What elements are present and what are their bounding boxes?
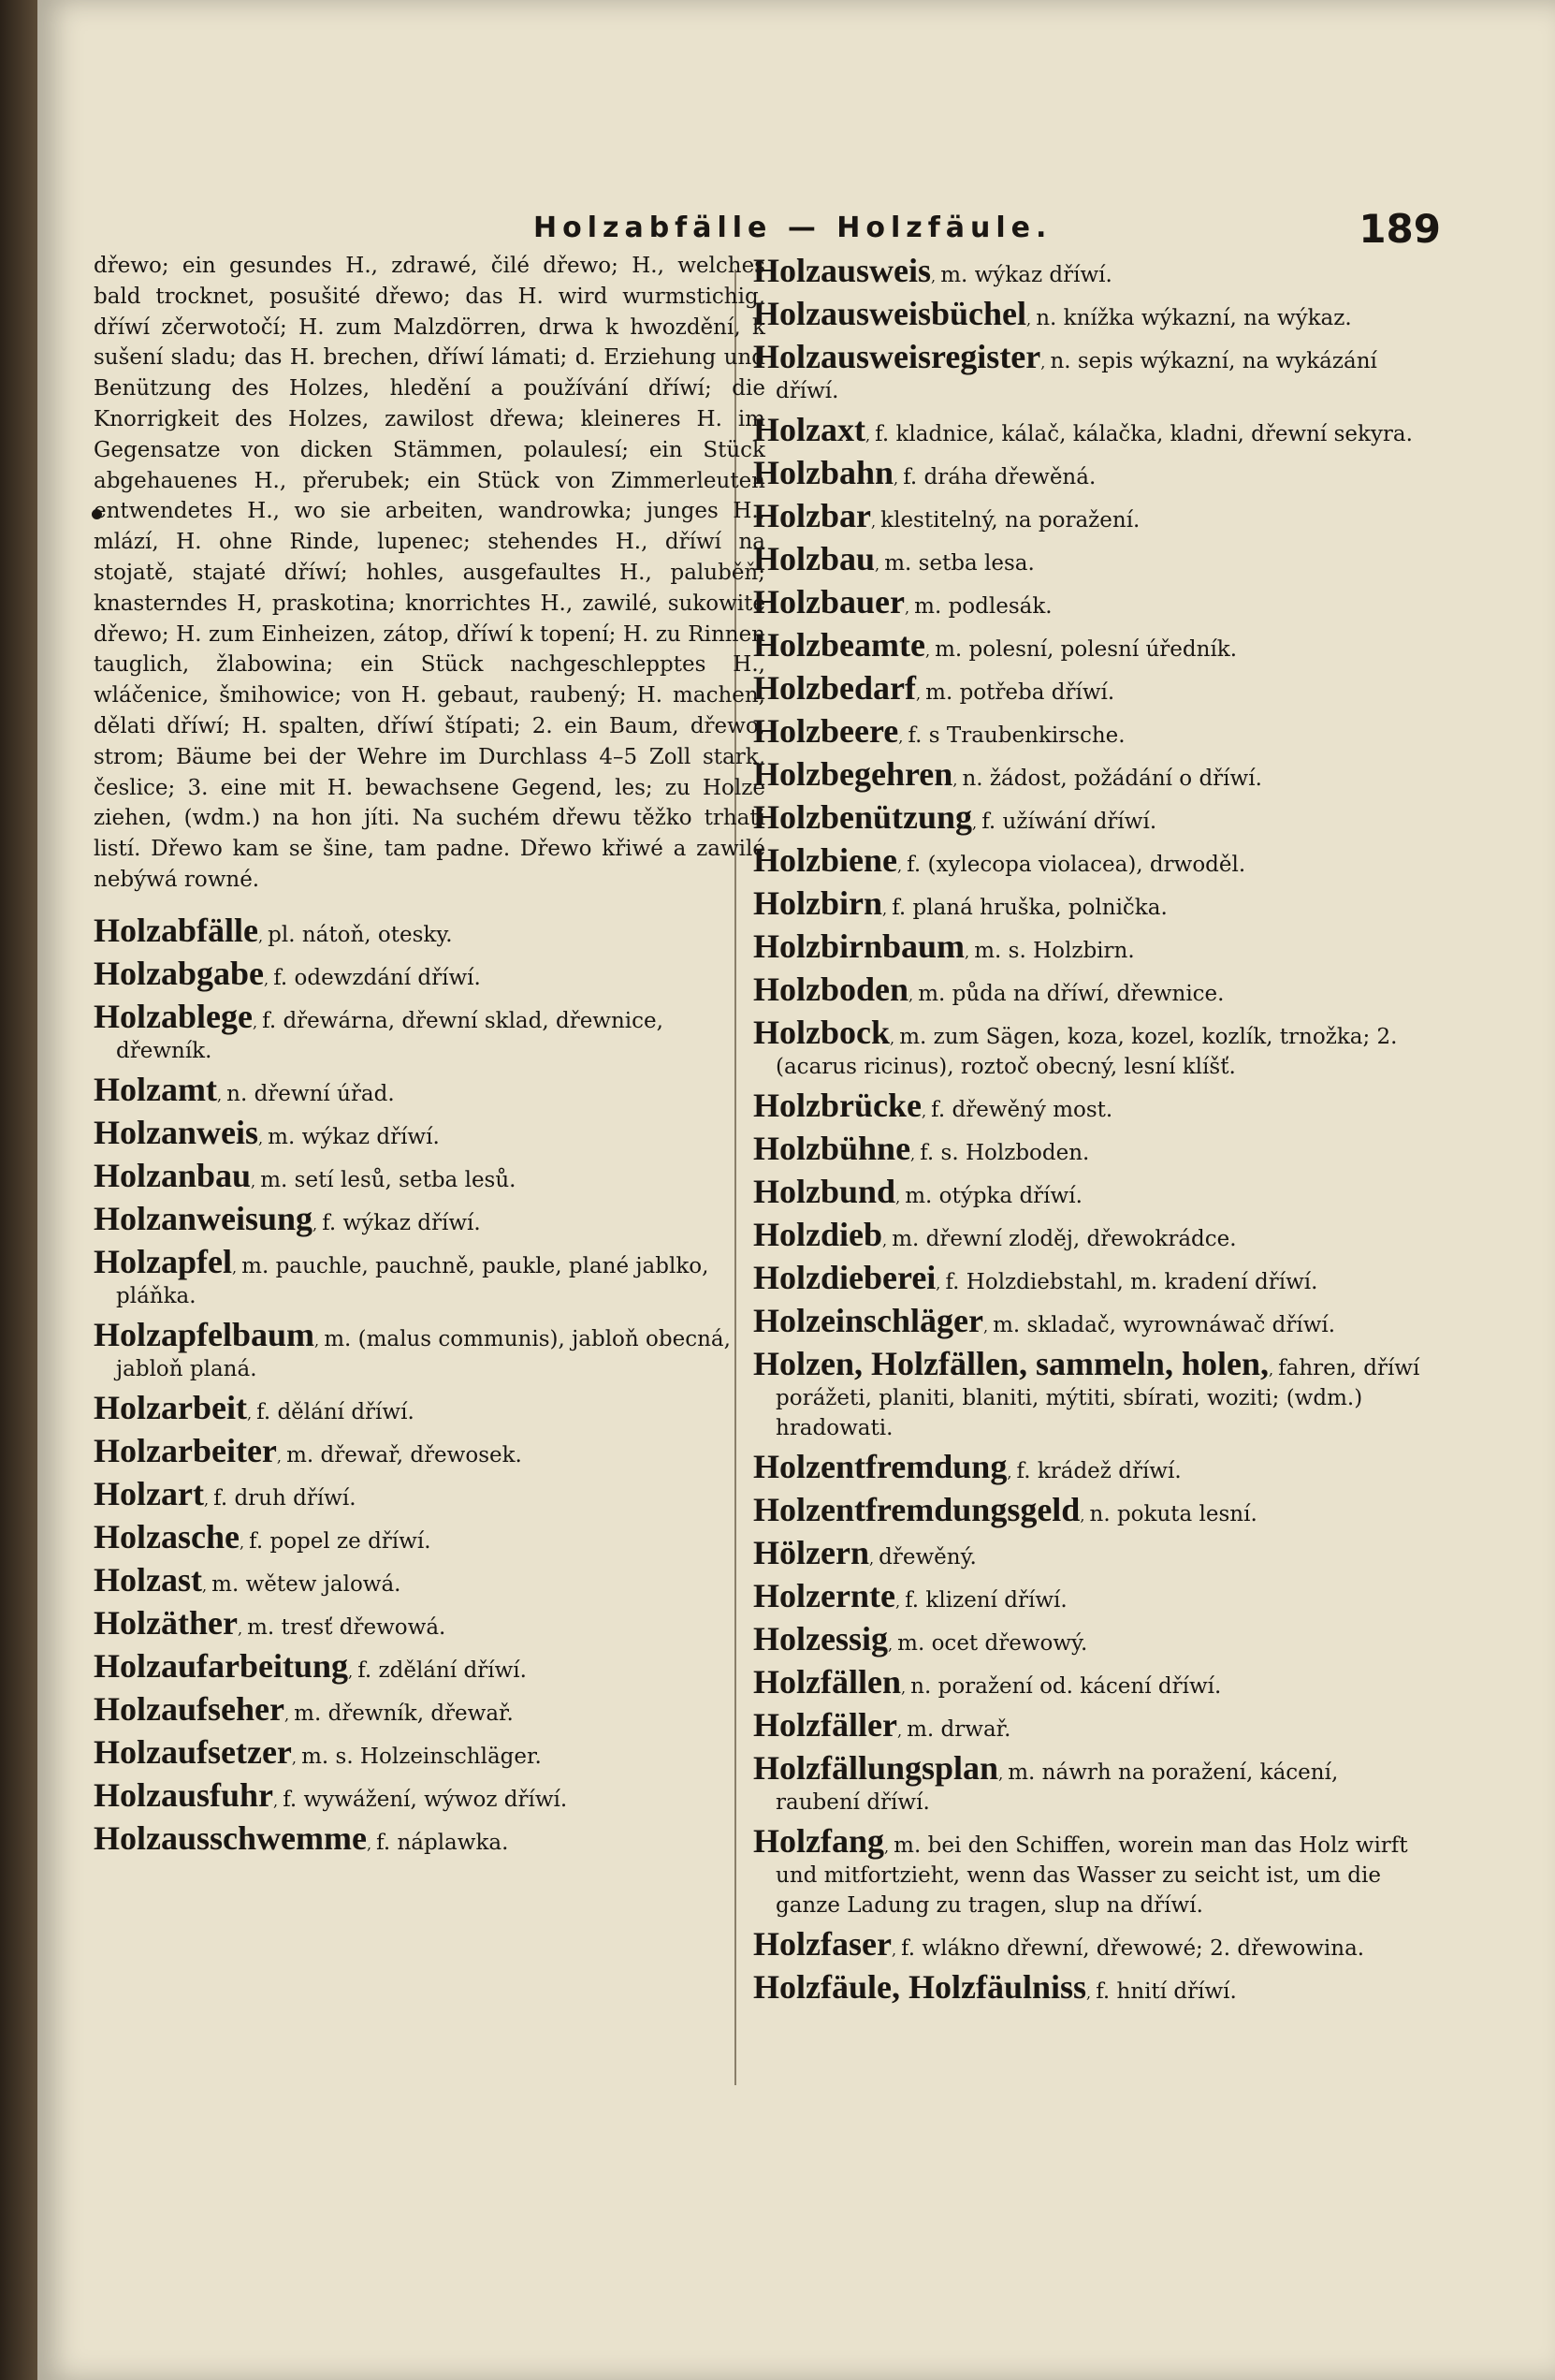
dictionary-entry: Holzausschwemme, f. náplawka. <box>94 1818 509 1857</box>
dictionary-entry: Holzaxt, f. kladnice, kálač, kálačka, kladni, dřewní sekyra. <box>753 411 1413 448</box>
dictionary-entry: Holzbegehren, n. žádost, požádání o dříwí. <box>753 755 1262 793</box>
dictionary-entry: Holzfäller, m. drwař. <box>753 1706 1011 1744</box>
entry-definition: m. ocet dřewowý. <box>897 1631 1088 1656</box>
entry-definition: n. dřewní úřad. <box>226 1081 395 1106</box>
entry-headword: Holzaufarbeitung <box>94 1646 349 1685</box>
entry-definition: m. skladač, wyrownáwač dříwí. <box>993 1313 1336 1337</box>
dictionary-entry: Holzarbeit, f. dělání dříwí. <box>94 1388 414 1426</box>
entry-headword: Holzfäule, Holzfäulniss <box>753 1968 1087 2006</box>
entry-headword: Holzbühne <box>753 1130 911 1167</box>
entry-headword: Holzausweisbüchel <box>753 295 1027 332</box>
dictionary-page <box>37 0 1555 2380</box>
right-column <box>753 251 1425 2010</box>
entry-definition: f. (xylecopa violacea), drwoděl. <box>907 853 1246 877</box>
entry-headword: Holzbahn <box>753 454 894 491</box>
dictionary-entry: Holzast, m. wětew jalowá. <box>94 1560 401 1599</box>
entry-headword: Holzanweisung <box>94 1199 313 1237</box>
entry-headword: Holzarbeit <box>94 1388 247 1426</box>
right-entry-list <box>753 251 1425 2007</box>
entry-definition: m. potřeba dříwí. <box>925 680 1115 705</box>
entry-definition: m. zum Sägen, koza, kozel, kozlík, trnožka; 2. (acarus ricinus), roztoč obecný, lesní klíšť. <box>776 1025 1398 1079</box>
dictionary-entry: Holzausweis, m. wýkaz dříwí. <box>753 252 1112 289</box>
entry-definition: m. drwař. <box>907 1717 1011 1742</box>
entry-headword: Holzbeamte <box>753 626 925 664</box>
dictionary-entry: Holzfällungsplan, m. náwrh na poražení, kácení, raubení dříwí. <box>753 1749 1339 1815</box>
dictionary-entry: Holzessig, m. ocet dřewowý. <box>753 1620 1088 1657</box>
entry-headword: Holzausweis <box>753 252 932 289</box>
entry-definition: m. otýpka dříwí. <box>905 1184 1083 1208</box>
dictionary-entry: Holzapfelbaum, m. (malus communis), jabloň obecná, jabloň planá. <box>94 1315 731 1381</box>
entry-definition: f. náplawka. <box>376 1830 509 1855</box>
entry-headword: Holzausfuhr <box>94 1775 274 1814</box>
dictionary-entry: Holzaufarbeitung, f. zdělání dříwí. <box>94 1646 527 1685</box>
dictionary-entry: Holzbirnbaum, m. s. Holzbirn. <box>753 927 1135 965</box>
entry-headword: Holzboden <box>753 971 909 1008</box>
entry-headword: Holzasche <box>94 1517 240 1555</box>
entry-headword: Holzausschwemme <box>94 1818 367 1857</box>
entry-headword: Holzamt <box>94 1070 217 1108</box>
entry-headword: Holzentfremdungsgeld <box>753 1491 1081 1528</box>
entry-definition: m. wýkaz dříwí. <box>940 263 1112 287</box>
entry-headword: Holzart <box>94 1474 204 1512</box>
entry-headword: Holzablege <box>94 997 253 1035</box>
entry-headword: Holzanweis <box>94 1113 258 1151</box>
dictionary-entry: Holzbirn, f. planá hruška, polnička. <box>753 884 1168 922</box>
entry-definition: f. druh dříwí. <box>213 1485 356 1511</box>
dictionary-entry: Holzernte, f. klizení dříwí. <box>753 1577 1068 1614</box>
entry-definition: n. pokuta lesní. <box>1089 1502 1257 1526</box>
dictionary-entry: Hölzern, dřewěný. <box>753 1534 977 1571</box>
entry-definition: f. dráha dřewěná. <box>903 465 1097 489</box>
entry-headword: Holzaufsetzer <box>94 1732 292 1771</box>
dictionary-entry: Holzbenützung, f. užíwání dříwí. <box>753 798 1157 836</box>
entry-definition: klestitelný, na poražení. <box>880 508 1141 533</box>
entry-definition: f. dřewěný most. <box>931 1098 1113 1122</box>
entry-headword: Holzbrücke <box>753 1087 922 1124</box>
left-entry-list <box>94 911 765 1858</box>
entry-definition: f. s Traubenkirsche. <box>908 723 1126 748</box>
entry-headword: Holzbirn <box>753 884 883 922</box>
entry-definition: f. hnití dříwí. <box>1096 1979 1237 2004</box>
entry-headword: Holzeinschläger <box>753 1302 983 1339</box>
dictionary-entry: Holzdieberei, f. Holzdiebstahl, m. kradení dříwí. <box>753 1259 1318 1296</box>
dictionary-entry: Holzbeere, f. s Traubenkirsche. <box>753 712 1126 750</box>
entry-headword: Holzfäller <box>753 1706 897 1744</box>
entry-definition: f. krádež dříwí. <box>1016 1459 1182 1483</box>
dictionary-entry: Holzanweis, m. wýkaz dříwí. <box>94 1113 440 1151</box>
dictionary-entry: Holzapfel, m. pauchle, pauchně, paukle, plané jablko, pláňka. <box>94 1242 709 1308</box>
entry-headword: Holzbenützung <box>753 798 973 836</box>
dictionary-entry: Holzentfremdungsgeld, n. pokuta lesní. <box>753 1491 1257 1528</box>
entry-definition: f. dělání dříwí. <box>256 1399 414 1424</box>
entry-headword: Holzanbau <box>94 1156 252 1194</box>
entry-headword: Holzernte <box>753 1577 895 1614</box>
dictionary-entry: Holzbauer, m. podlesák. <box>753 583 1053 621</box>
entry-definition: f. klizení dříwí. <box>905 1588 1068 1613</box>
dictionary-entry: Holzaufseher, m. dřewník, dřewař. <box>94 1689 514 1728</box>
entry-headword: Holzarbeiter <box>94 1431 277 1469</box>
running-title: Holzabfälle — Holzfäule. <box>533 212 1053 244</box>
dictionary-entry: Holzfäule, Holzfäulniss, f. hnití dříwí. <box>753 1968 1237 2006</box>
entry-headword: Holzbegehren <box>753 755 953 793</box>
entry-definition: f. wywážení, wýwoz dříwí. <box>283 1787 568 1812</box>
dictionary-entry: Holzausweisbüchel, n. knížka wýkazní, na wýkaz. <box>753 295 1352 332</box>
entry-definition: f. planá hruška, polnička. <box>892 896 1168 920</box>
entry-headword: Holzapfel <box>94 1242 232 1280</box>
entry-definition: m. dřewník, dřewař. <box>294 1701 514 1726</box>
dictionary-entry: Holzbahn, f. dráha dřewěná. <box>753 454 1097 491</box>
entry-definition: n. poražení od. kácení dříwí. <box>910 1674 1222 1699</box>
entry-definition: m. wýkaz dříwí. <box>268 1124 440 1149</box>
dictionary-entry: Holzbar, klestitelný, na poražení. <box>753 497 1141 534</box>
book-spine-shadow <box>0 0 37 2380</box>
entry-definition: f. wýkaz dříwí. <box>322 1210 481 1235</box>
dictionary-entry: Holzen, Holzfällen, sammeln, holen,, fahren, dříwí porážeti, planiti, blaniti, mýtiti, sbírati, woziti; (wdm.) hradowati. <box>753 1345 1420 1440</box>
entry-headword: Holzbiene <box>753 841 897 879</box>
entry-headword: Hölzern <box>753 1534 869 1571</box>
entry-headword: Holzbau <box>753 540 876 577</box>
entry-definition: f. s. Holzboden. <box>920 1141 1090 1165</box>
entry-headword: Holzentfremdung <box>753 1448 1008 1485</box>
dictionary-entry: Holzboden, m. půda na dříwí, dřewnice. <box>753 971 1225 1008</box>
entry-definition: n. žádost, požádání o dříwí. <box>962 767 1262 791</box>
entry-definition: f. zdělání dříwí. <box>357 1657 527 1683</box>
dictionary-entry: Holzanbau, m. setí lesů, setba lesů. <box>94 1156 516 1194</box>
dictionary-entry: Holzfaser, f. wlákno dřewní, dřewowé; 2. dřewowina. <box>753 1925 1365 1963</box>
dictionary-entry: Holzbedarf, m. potřeba dříwí. <box>753 669 1115 707</box>
dictionary-entry: Holzäther, m. tresť dřewowá. <box>94 1603 446 1642</box>
entry-definition: m. polesní, polesní úředník. <box>935 637 1238 662</box>
entry-definition: f. kladnice, kálač, kálačka, kladni, dřewní sekyra. <box>875 422 1413 446</box>
entry-headword: Holzapfelbaum <box>94 1315 315 1353</box>
dictionary-entry: Holzanweisung, f. wýkaz dříwí. <box>94 1199 481 1237</box>
dictionary-entry: Holzabgabe, f. odewzdání dříwí. <box>94 954 481 992</box>
dictionary-entry: Holzbühne, f. s. Holzboden. <box>753 1130 1090 1167</box>
entry-definition: f. dřewárna, dřewní sklad, dřewnice, dřewník. <box>116 1008 663 1063</box>
entry-definition: m. podlesák. <box>914 594 1053 619</box>
entry-headword: Holzessig <box>753 1620 888 1657</box>
dictionary-entry: Holzarbeiter, m. dřewař, dřewosek. <box>94 1431 522 1469</box>
continued-entry-text: dřewo; ein gesundes H., zdrawé, čilé dřewo; H., welches bald trocknet, posušité dřewo; das H. wird wurmstichig, dříwí zčerwotočí; H. zum Malzdörren, drwa k hwozdění, k sušení sladu; das H. brechen, dříwí lámati; d. Erziehung und Benützung des Holzes, hledění a používání dříwí; die Knorrigkeit des Holzes, zawilost dřewa; kleineres H. im Gegensatze von dicken Stämmen, polaulesí; ein Stück abgehauenes H., přerubek; ein Stück von Zimmerleuten entwendetes H., wo sie arbeiten, wandrowka; junges H., mlází, H. ohne Rinde, lupenec; stehendes H., dříwí na stojatě, stajaté dříwí; hohles, ausgefaultes H., paluběň; knasterndes H, praskotina; knorrichtes H., zawilé, sukowité dřewo; H. zum Einheizen, zátop, dříwí k topení; H. zu Rinnen tauglich, žlabowina; ein Stück nachgeschlepptes H., wláčenice, šmihowice; von H. gebaut, raubený; H. machen, dělati dříwí; H. spalten, dříwí štípati; 2. ein Baum, dřewo, strom; Bäume bei der Wehre im Durchlass 4–5 Zoll stark, česlice; 3. eine mit H. bewachsene Gegend, les; zu Holze ziehen, (wdm.) na hon jíti. Na suchém dřewu těžko trhati listí. Dřewo kam se šine, tam padne. Dřewo křiwé a zawilé nebýwá rowné. <box>94 254 765 892</box>
dictionary-entry: Holzbund, m. otýpka dříwí. <box>753 1173 1083 1210</box>
dictionary-entry: Holzart, f. druh dříwí. <box>94 1474 356 1512</box>
dictionary-entry: Holzausfuhr, f. wywážení, wýwoz dříwí. <box>94 1775 568 1814</box>
entry-headword: Holzabfälle <box>94 911 258 949</box>
entry-definition: m. náwrh na poražení, kácení, raubení dříwí. <box>776 1760 1339 1815</box>
entry-headword: Holzbock <box>753 1014 891 1051</box>
entry-headword: Holzen, Holzfällen, sammeln, holen, <box>753 1345 1269 1382</box>
entry-definition: f. odewzdání dříwí. <box>273 965 481 990</box>
dictionary-entry: Holzaufsetzer, m. s. Holzeinschläger. <box>94 1732 542 1771</box>
entry-definition: m. dřewní zloděj, dřewokrádce. <box>892 1227 1237 1251</box>
entry-definition: pl. nátoň, otesky. <box>268 922 453 947</box>
dictionary-entry: Holzamt, n. dřewní úřad. <box>94 1070 395 1108</box>
entry-headword: Holzbirnbaum <box>753 927 966 965</box>
entry-definition: m. (malus communis), jabloň obecná, jabloň planá. <box>116 1326 731 1381</box>
entry-definition: f. wlákno dřewní, dřewowé; 2. dřewowina. <box>901 1936 1365 1961</box>
entry-headword: Holzabgabe <box>94 954 265 992</box>
entry-definition: m. bei den Schiffen, worein man das Holz wirft und mitfortzieht, wenn das Wasser zu seicht ist, um die ganze Ladung zu tragen, slup na dříwí. <box>776 1833 1408 1918</box>
dictionary-entry: Holzbiene, f. (xylecopa violacea), drwoděl. <box>753 841 1246 879</box>
entry-definition: n. knížka wýkazní, na wýkaz. <box>1036 306 1352 330</box>
entry-headword: Holzfällen <box>753 1663 901 1701</box>
entry-definition: m. pauchle, pauchně, paukle, plané jablko, pláňka. <box>116 1253 709 1308</box>
dictionary-entry: Holzablege, f. dřewárna, dřewní sklad, dřewnice, dřewník. <box>94 997 663 1063</box>
dictionary-entry: Holzbeamte, m. polesní, polesní úředník. <box>753 626 1238 664</box>
entry-headword: Holzaxt <box>753 411 865 448</box>
entry-headword: Holzbund <box>753 1173 896 1210</box>
entry-headword: Holzbar <box>753 497 871 534</box>
entry-definition: m. setba lesa. <box>884 551 1035 576</box>
entry-headword: Holzdieberei <box>753 1259 937 1296</box>
entry-headword: Holzbedarf <box>753 669 916 707</box>
dictionary-entry: Holzbrücke, f. dřewěný most. <box>753 1087 1113 1124</box>
entry-definition: m. půda na dříwí, dřewnice. <box>918 982 1225 1006</box>
entry-definition: f. popel ze dříwí. <box>249 1528 431 1554</box>
dictionary-entry: Holzfällen, n. poražení od. kácení dříwí. <box>753 1663 1222 1701</box>
dictionary-entry: Holzdieb, m. dřewní zloděj, dřewokrádce. <box>753 1216 1237 1253</box>
entry-definition: n. sepis wýkazní, na wykázání dříwí. <box>776 349 1377 403</box>
entry-headword: Holzbauer <box>753 583 905 621</box>
entry-headword: Holzbeere <box>753 712 899 750</box>
dictionary-entry: Holzentfremdung, f. krádež dříwí. <box>753 1448 1182 1485</box>
entry-definition: dřewěný. <box>879 1545 977 1570</box>
dictionary-entry: Holzeinschläger, m. skladač, wyrownáwač dříwí. <box>753 1302 1336 1339</box>
entry-definition: m. dřewař, dřewosek. <box>286 1442 522 1467</box>
entry-headword: Holzaufseher <box>94 1689 284 1728</box>
entry-definition: f. užíwání dříwí. <box>981 810 1157 834</box>
entry-definition: m. s. Holzeinschläger. <box>301 1744 542 1769</box>
entry-headword: Holzäther <box>94 1603 238 1642</box>
dictionary-entry: Holzbau, m. setba lesa. <box>753 540 1035 577</box>
entry-definition: m. setí lesů, setba lesů. <box>260 1167 516 1192</box>
dictionary-entry: Holzasche, f. popel ze dříwí. <box>94 1517 431 1555</box>
dictionary-entry: Holzbock, m. zum Sägen, koza, kozel, kozlík, trnožka; 2. (acarus ricinus), roztoč obecný, lesní klíšť. <box>753 1014 1398 1079</box>
left-column <box>94 251 765 1862</box>
dictionary-entry: Holzfang, m. bei den Schiffen, worein man das Holz wirft und mitfortzieht, wenn das Wasser zu seicht ist, um die ganze Ladung zu tragen, slup na dříwí. <box>753 1822 1408 1918</box>
entry-definition: m. s. Holzbirn. <box>974 939 1135 963</box>
entry-headword: Holzdieb <box>753 1216 883 1253</box>
dictionary-entry: Holzabfälle, pl. nátoň, otesky. <box>94 911 453 949</box>
dictionary-entry: Holzausweisregister, n. sepis wýkazní, na wykázání dříwí. <box>753 338 1377 403</box>
entry-definition: m. wětew jalowá. <box>211 1571 401 1597</box>
page-number: 189 <box>1359 206 1441 252</box>
entry-headword: Holzfaser <box>753 1925 892 1963</box>
entry-headword: Holzfällungsplan <box>753 1749 999 1787</box>
entry-headword: Holzausweisregister <box>753 338 1041 375</box>
entry-definition: fahren, dříwí porážeti, planiti, blaniti, mýtiti, sbírati, woziti; (wdm.) hradowati. <box>776 1356 1420 1440</box>
entry-definition: f. Holzdiebstahl, m. kradení dříwí. <box>945 1270 1318 1294</box>
entry-headword: Holzfang <box>753 1822 884 1860</box>
entry-definition: m. tresť dřewowá. <box>247 1614 446 1640</box>
entry-headword: Holzast <box>94 1560 202 1599</box>
